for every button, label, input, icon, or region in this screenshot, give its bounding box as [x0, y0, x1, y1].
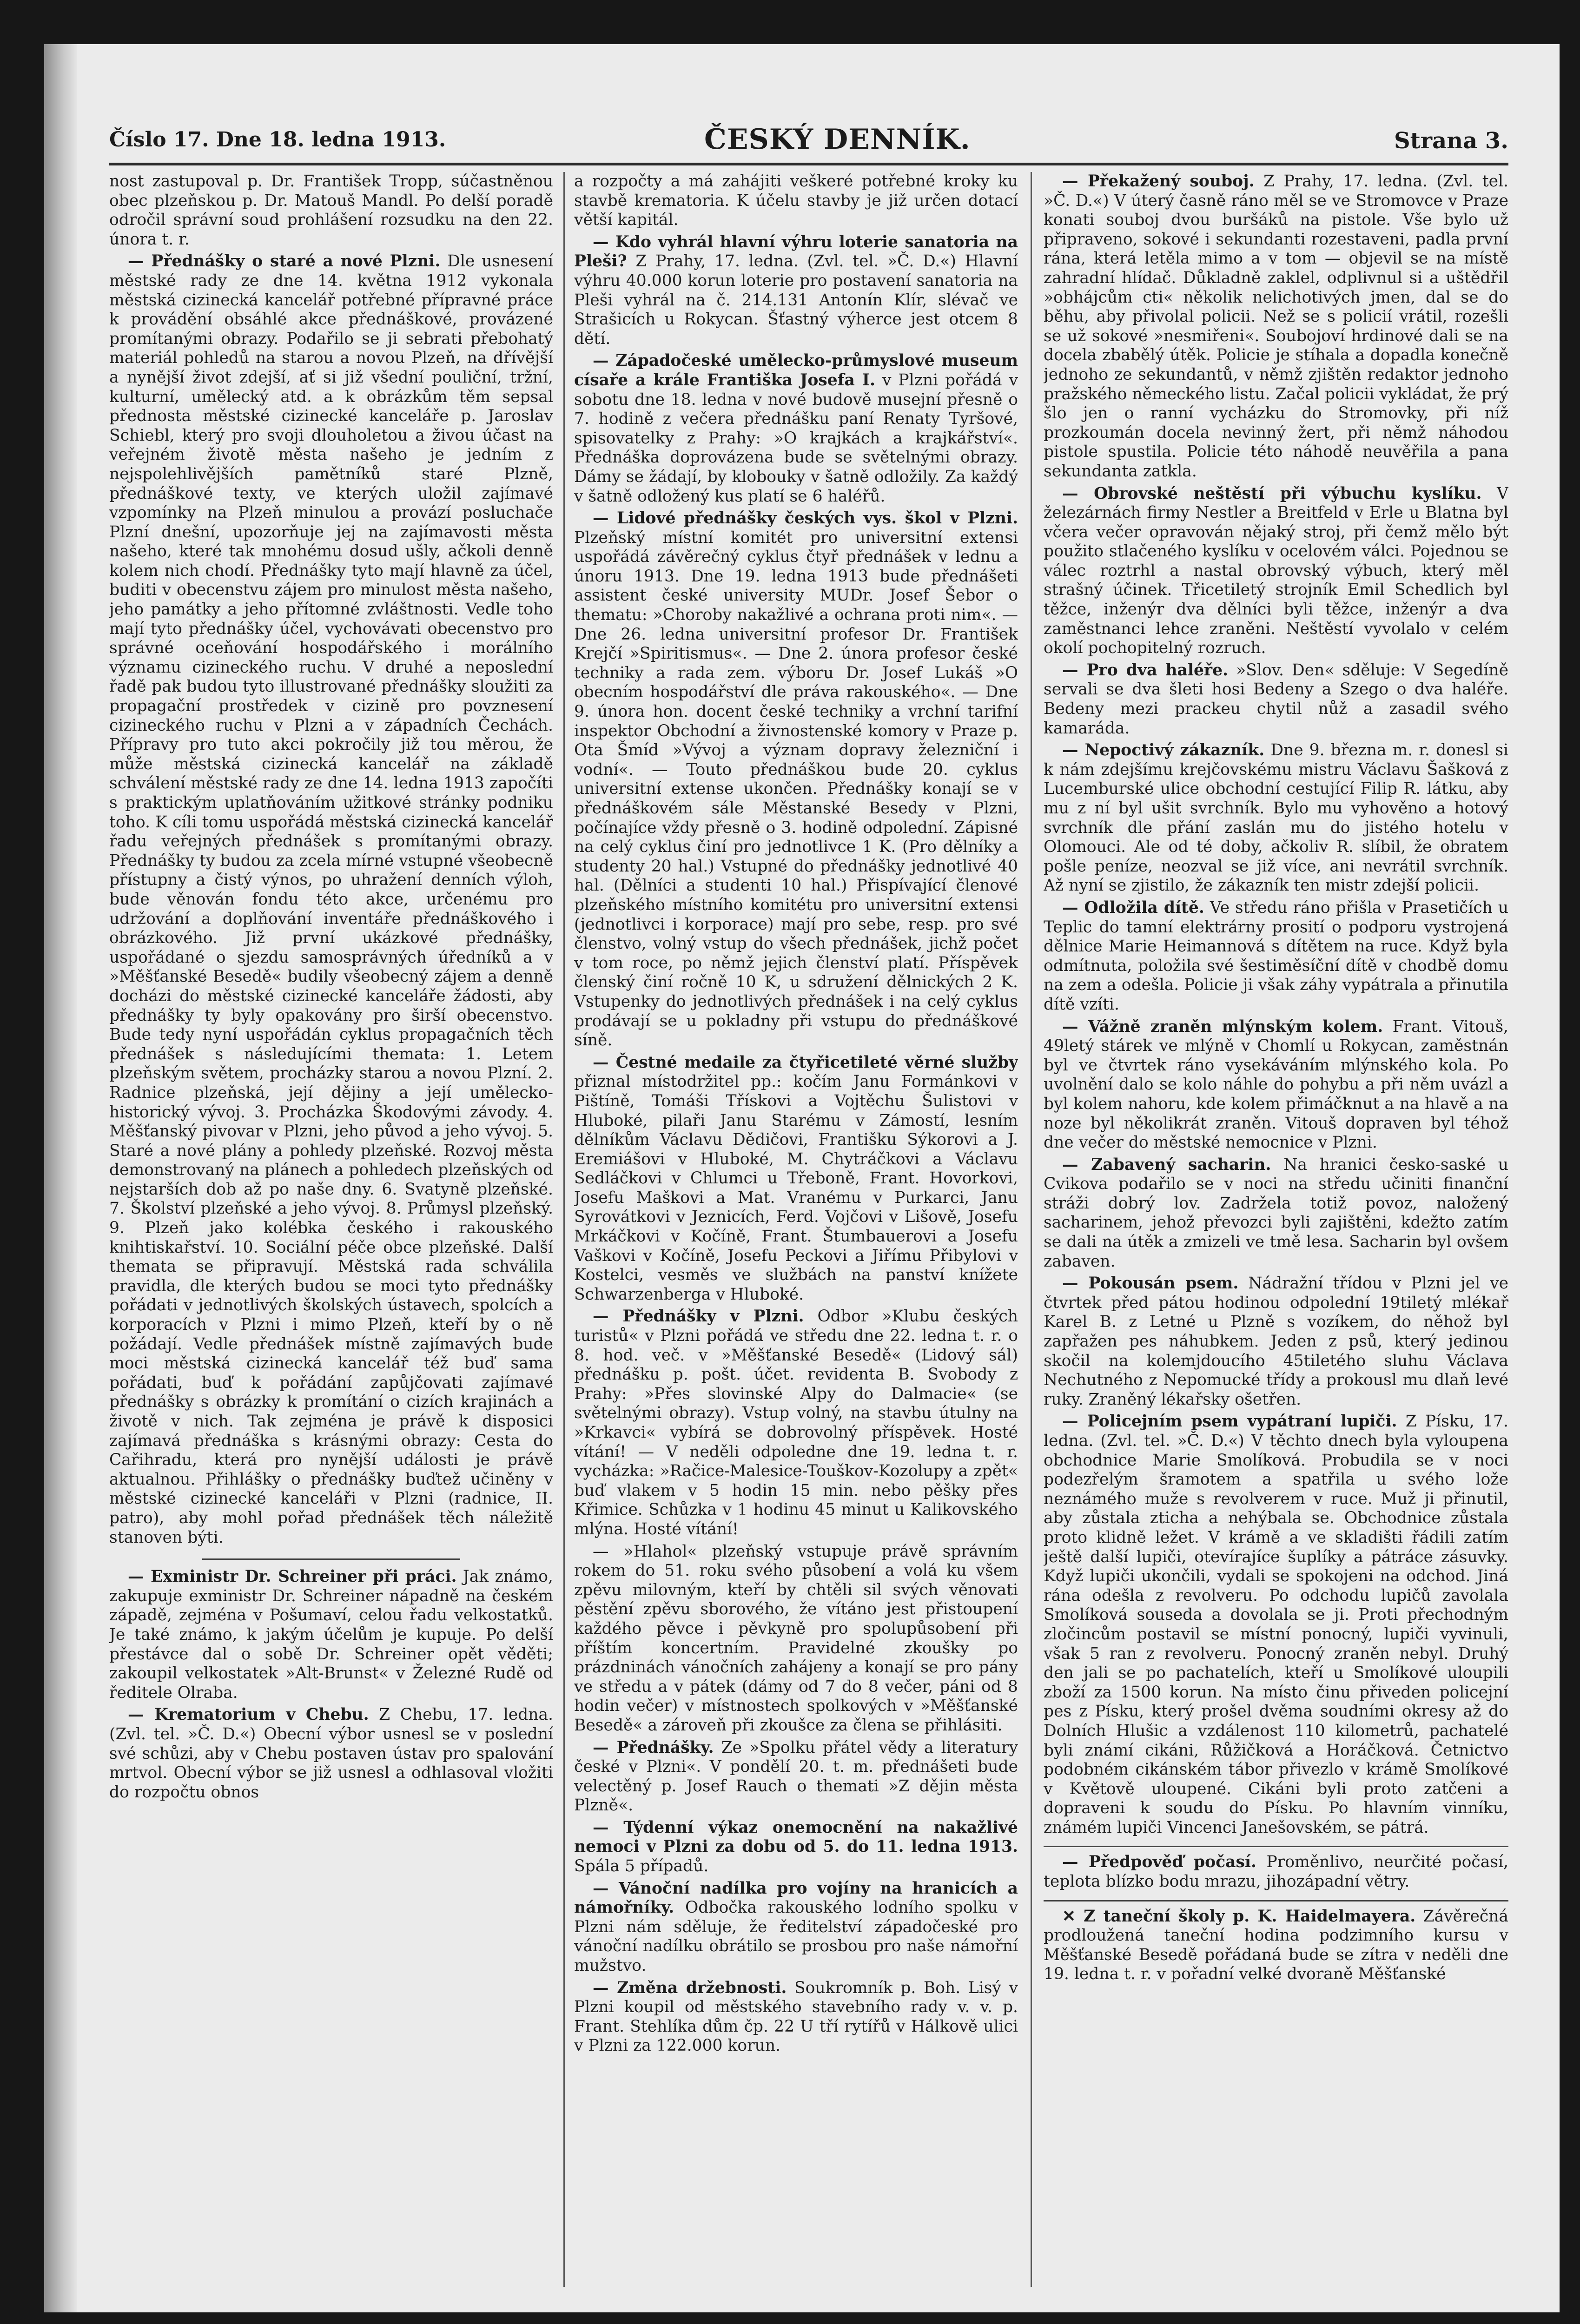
article-body: — »Hlahol« plzeňský vstupuje právě správním rokem do 51. roku svého působení a volá ku všem zpěvu milovným, kteří by chtěli sil svých věnovati pěstění zpěvu sborového, že vítáno jest přistoupení každého pěvce i pěvkyně pro spolupůsobení při příštím koncertním. Pravidelné zkoušky po prázdninách vánočních zahájeny a konají se pro pány ve středu a v pátek (dámy od 7 do 8 večer, páni od 8 hodin večer) v místnostech spolkových v »Měšťanské Besedě« a zároveň při zkoušce za člena se přihlásiti. [574, 1542, 1018, 1735]
article-heading: — Exministr Dr. Schreiner při práci. [128, 1567, 457, 1586]
article-body: Dne 9. března m. r. donesl si k nám zdejšímu krejčovskému mistru Václavu Šašková z Lucemburské ulice obchodní cestující Filip R. látku, aby mu z ní byl ušit svrchník. Bylo mu vyhověno a hotový svrchník dle přání zaslán mu do jistého hotelu v Olomouci. Ale od té doby, ačkoliv R. slíbil, že obratem pošle peníze, neozval se již více, ani nevrátil svrchník. Až nyní se zjistilo, že zákazník ten mistr zdejší policii. [1044, 741, 1508, 895]
article [1044, 1412, 1508, 1837]
article-body: Plzeňský místní komitét pro universitní extensi uspořádá závěrečný cyklus čtyř přednášek v lednu a únoru 1913. Dne 19. ledna 1913 bude přednášeti assistent české university MUDr. Josef Šebor o thematu: »Choroby nakažlivé a ochrana proti nim«. — Dne 26. ledna universitní profesor Dr. František Krejčí »Spiritismus«. — Dne 2. února profesor české techniky a rada zem. výboru Dr. Josef Lukáš »O obecním hospodářství dle práva rakouského«. — Dne 9. února hon. docent české techniky a vrchní tarifní inspektor Obchodní a živnostenské komory v Praze p. Ota Šmíd »Vývoj a význam dopravy železniční i vodní«. — Touto přednáškou bude 20. cyklus universitní extense ukončen. Přednášky konají se v přednáškovém sále Městanské Besedy v Plzni, počínajíce vždy přesně o 3. hodině odpolední. Zápisné na celý cyklus činí pro jednotlivce 1 K. (Pro dělníky a studenty 20 hal.) Vstupné do přednášky jednotlivé 40 hal. (Dělníci a studenti 10 hal.) Přispívající členové plzeňského místního komitétu pro universitní extensi (jednotlivci i korporace) mají pro sebe, resp. pro své členstvo, volný vstup do všech přednášek, jichž počet v tom roce, po němž jejich členství platí. Příspěvek členský činí ročně 10 K, u sdružení dělnických 2 K. Vstupenky do jednotlivých přednášek i na celý cyklus prodávají se u pokladny při vstupu do přednáškové síně. [574, 528, 1018, 1050]
article-continuation: nost zastupoval p. Dr. František Tropp, súčastněnou obec plzeňskou p. Dr. Matouš Mandl. Po delší poradě odročil správní soud prohlášení rozsudku na den 22. února t. r. [109, 172, 553, 249]
article [1044, 1274, 1508, 1409]
article-body: Ze »Spolku přátel vědy a literatury české v Plzni«. V pondělí 20. t. m. přednášeti bude velectěný p. Josef Rauch o themati »Z dějin města Plzně«. [574, 1738, 1018, 1815]
article-heading: — Změna držebnosti. [593, 1978, 787, 1997]
article-heading: — Odložila dítě. [1062, 898, 1204, 917]
article [574, 1818, 1018, 1876]
article-heading: — Předpověď počasí. [1062, 1853, 1257, 1872]
article [1044, 1907, 1508, 1984]
article-heading: — Vážně zraněn mlýnským kolem. [1062, 1017, 1383, 1036]
article-body: Dle usnesení městské rady ze dne 14. května 1912 vykonala městská cizinecká kancelář potřebné přípravné práce k provádění obsáhlé akce přednáškové, provázené promítanými obrazy. Podařilo se ji sebrati přebohatý materiál pohledů na starou a novou Plzeň, na dřívější a nynější život zdejší, ať si již všední pouliční, tržní, kulturní, umělecký atd. a k obrázkům těm sepsal přednosta městské cizinecké kanceláře p. Jaroslav Schiebl, který pro svoji dlouholetou a živou účast na veřejném životě města našeho je jedním z nejspolehlivějších pamětníků staré Plzně, přednáškové texty, ve kterých uložil zajímavé vzpomínky na Plzeň minulou a provází posluchače Plzní dnešní, upozorňuje jej na zajímavosti města našeho, které tak mnohému dosud ušly, ačkoli denně kolem nich chodí. Přednášky tyto mají hlavně za účel, buditi v obecenstvu zájem pro minulost města našeho, jeho památky a jeho přítomné zvláštnosti. Vedle toho mají tyto přednášky účel, vychovávati obecenstvo pro správné oceňování hospodářského i morálního významu cizineckého ruchu. V druhé a neposlední řadě pak budou tyto illustrované přednášky sloužiti za propagační prostředek v cizině pro povznesení cizineckého ruchu v Plzni a v západních Čechách. Přípravy pro tuto akci pokročily již tou měrou, že může městská cizinecká kancelář na základě schválení městské rady ze dne 14. ledna 1913 započíti s praktickým uplatňováním užitkové stránky podniku toho. K cíli tomu uspořádá městská cizinecká kancelář řadu veřejných přednášek s promítanými obrazy. Přednášky ty budou za zcela mírné vstupné všeobecně přístupny a čistý výnos, po uhražení denních výloh, bude věnován fondu této akce, určenému pro udržování a doplňování inventáře přednáškového i obrázkového. Již první ukázkové přednášky, uspořádané o sjezdu samosprávných úředníků a v »Měšťanské Besedě« budily všeobecný zájem a denně docházi do městské cizinecké kanceláře žádosti, aby přednášky ty byly opakovány pro širší obecenstvo. Bude tedy nyní uspořádán cyklus propagačních těch přednášek s následujícími themata: 1. Letem plzeňským světem, procházky starou a novou Plzní. 2. Radnice plzeňská, její dějiny a její umělecko-historický vývoj. 3. Procházka Škodovými závody. 4. Měšťanský pivovar v Plzni, jeho původ a jeho vývoj. 5. Staré a nové plány a pohledy plzeňské. Rozvoj města demonstrovaný na plánech a pohledech plzeňských od nejstarších dob až po naše dny. 6. Svatyně plzeňské. 7. Školství plzeňské a jeho vývoj. 8. Průmysl plzeňský. 9. Plzeň jako kolébka českého i rakouského knihtiskařství. 10. Sociální péče obce plzeňské. Další themata se připravují. Městská rada schválila pravidla, dle kterých budou se moci tyto přednášky pořádati v jednotlivých školských ústavech, spolcích a korporacích v Plzni i mimo Plzeň, kteří by o ně požádají. Vedle přednášek místně zajímavých bude moci městská cizinecká kancelář též buď sama pořádati, buď k pořádání zapůjčovati zajímavé přednášky s obrázky k promítání o cizích krajinách a životě v nich. Tak zejména je právě k disposici zajímavá přednáška s krásnými obrazy: Cesta do Cařihradu, která pro nynější události je právě aktualnou. Přihlášky o přednášky buďtež učiněny v městské cizinecké kanceláři v Plzni (radnice, II. patro), aby mohl pořad přednášek těch náležitě stanoven býti. [109, 252, 553, 1547]
article [574, 509, 1018, 1050]
article [109, 1567, 553, 1703]
article [574, 1879, 1018, 1976]
article-heading: — Čestné medaile za čtyřicetileté věrné služby [593, 1053, 1018, 1072]
article-body: Frant. Vitouš, 49letý stárek ve mlýně v Chomlí u Rokycan, zaměstnán byl ve čtvrtek ráno vysekáváním mlýnského kola. Po uvolnění dalo se kolo náhle do pohybu a při něm uvázl a byl kolem nahoru, kde kolem přimáčknut a na hlavě a na noze byl několikrát zraněn. Vitouš dopraven byl téhož dne večer do městské nemocnice v Plzni. [1044, 1017, 1508, 1152]
article-heading: — Nepoctivý zákazník. [1062, 741, 1265, 760]
article-heading: — Zabavený sacharin. [1062, 1155, 1271, 1174]
article-body: Odbor »Klubu českých turistů« v Plzni pořádá ve středu dne 22. ledna t. r. o 8. hod. več. v »Měšťanské Besedě« (Lidový sál) přednášku p. pošt. účet. revidenta B. Svobody z Prahy: »Přes slovinské Alpy do Dalmacie« (se světelnými obrazy). Vstup volný, na stavbu útulny na »Krkavci« vybírá se dobrovolný příspěvek. Hosté vítání! — V neděli odpoledne dne 19. ledna t. r. vycházka: »Račice-Malesice-Touškov-Kozolupy a zpět« buď vlakem v 5 hodin 15 min. nebo pěšky přes Křimice. Schůzka v 1 hodinu 45 minut u Kalikovského mlýna. Hosté vítání! [574, 1307, 1018, 1538]
article [574, 1307, 1018, 1539]
separator [1044, 1900, 1508, 1901]
column-divider [1031, 172, 1032, 2287]
article [574, 1738, 1018, 1816]
article-body: Jak známo, zakupuje exministr Dr. Schreiner nápadně na českém západě, zejména v Pošumaví, celou řadu velkostatků. Je také známo, k jakým účelům je kupuje. Po delší přestávce dal o sobě Dr. Schreiner opět věděti; zakoupil velkostatek »Alt-Brunst« v Železné Rudě od ředitele Olraba. [109, 1567, 553, 1702]
article [574, 1979, 1018, 2056]
article-heading: — Krematorium v Chebu. [128, 1705, 369, 1724]
newspaper-page [44, 44, 1560, 2312]
article-body: Z Prahy, 17. ledna. (Zvl. tel. »Č. D.«) Hlavní výhru 40.000 korun loterie pro postavení sanatoria na Pleši vyhrál na č. 214.131 Antonín Klír, slévač ve Strašicích u Rokycan. Šťastný výherce jest otcem 8 dětí. [574, 252, 1018, 348]
separator [202, 1558, 460, 1560]
article-body: Z Chebu, 17. ledna. (Zvl. tel. »Č. D.«) Obecní výbor usnesl se v poslední své schůzi, aby v Chebu postaven ústav pro spalování mrtvol. Obecní výbor se již usnesl a odhlasoval vložiti do rozpočtu obnos [109, 1705, 553, 1802]
article [1044, 1853, 1508, 1891]
article-heading: — Překažený souboj. [1062, 172, 1255, 191]
page-header [109, 119, 1508, 156]
article [1044, 1155, 1508, 1272]
article-heading: — Kdo vyhrál hlavní výhru loterie sanatoria na Pleši? [574, 232, 1018, 271]
issue-date: Číslo 17. Dne 18. ledna 1913. [109, 128, 446, 152]
article-body: »Slov. Den« sděluje: V Segedíně servali se dva šleti hosi Bedeny a Szego o dva haléře. Bedeny mezi prackeu chytil nůž a zasadil svého kamaráda. [1044, 660, 1508, 738]
column-3 [1044, 172, 1508, 2291]
column-2 [574, 172, 1018, 2291]
article-body: Závěrečná prodloužená taneční hodina podzimního kursu v Měšťanské Besedě pořádaná bude se zítra v neděli dne 19. ledna t. r. v pořadní velké dvoraně Měšťanské [1044, 1907, 1508, 1984]
article-body: Na hranici česko-saské u Cvikova podařilo se v noci na středu učiniti finanční stráži dobrý lov. Zadržela totiž povoz, naložený sacharinem, jehož převozci byli zajištěni, kdežto zatím se dali na útěk a zmizeli ve tmě lesa. Sacharin byl ovšem zabaven. [1044, 1155, 1508, 1271]
article [574, 1053, 1018, 1305]
column-divider [563, 172, 565, 2287]
header-rule [109, 163, 1508, 165]
binding-shadow [44, 44, 77, 2312]
article [109, 252, 553, 1547]
article [1044, 484, 1508, 658]
article-body: Z Písku, 17. ledna. (Zvl. tel. »Č. D.«) V těchto dnech byla vyloupena obchodnice Marie Smolíková. Probudila se v noci podezřelým šramotem a spatřila u svého lože neznámého muže s revolverem v ruce. Muž ji přinutil, aby zůstala zticha a nehýbala se. Obchodnice zůstala proto klidně ležet. V krámě a ve skladišti řádili zatím ještě další lupiči, otevírajíce šuplíky a pátráce zásuvky. Když lupiči ukončili, vydali se spokojeni na odchod. Jiná rána odešla z revolveru. Po odchodu lupičů zavolala Smolíková souseda a dovolala se ji. Proti přechodným zločincům postavil se místní ponocný, lupiči vyvinuli, však 5 ran z revolveru. Ponocný zraněn nebyl. Druhý den jali se po pachatelích, kteří u Smolíkové uloupili zboží za 1500 korun. Na místo činu přiveden policejní pes z Písku, který prošel dvěma soudními okresy až do Dolních Hlušic a vzdálenost 110 kilometrů, pachatelé byli známí cikáni, Růžičková a Horáčková. Četnictvo podobném cikánském tábor přivezlo v krámě Smolíkové v Květově uloupené. Cikáni byli proto zatčeni a dopraveni k soudu do Písku. Po hlavním vinníku, známém lupiči Vincenci Janešovském, se pátrá. [1044, 1412, 1508, 1837]
article [574, 351, 1018, 506]
article [109, 1705, 553, 1802]
article-heading: — Policejním psem vypátraní lupiči. [1062, 1412, 1397, 1431]
article-heading: — Lidové přednášky českých vys. škol v Plzni. [593, 509, 1018, 528]
article [574, 1542, 1018, 1736]
article [1044, 1017, 1508, 1153]
article-body: Proměnlivo, neurčité počasí, teplota blízko bodu mrazu, jihozápadní větry. [1044, 1853, 1508, 1891]
article [1044, 741, 1508, 896]
article [574, 233, 1018, 349]
newspaper-title: ČESKÝ DENNÍK. [704, 123, 971, 156]
article-heading: — Přednášky v Plzni. [593, 1307, 804, 1326]
article-heading: — Obrovské neštěstí při výbuchu kyslíku. [1062, 484, 1482, 503]
article-body: V železárnách firmy Nestler a Breitfeld v Erle u Blatna byl včera večer opravován nějaký stroj, při čemž mělo být použito stlačeného kyslíku v ocelovém válci. Pojednou se válec roztrhl a nastal obrovský výbuch, který měl strašný účinek. Třicetiletý strojník Emil Schedlich byl těžce, inženýr dva dělníci byli těžce, inženýr a dva zaměstnanci lehce zraněni. Neštěstí vyvolalo v celém okolí pochopitelný rozruch. [1044, 484, 1508, 658]
article-heading: — Pokousán psem. [1062, 1274, 1239, 1293]
column-1 [109, 172, 553, 2291]
article-body: Spála 5 případů. [574, 1857, 709, 1876]
article-body: Z Prahy, 17. ledna. (Zvl. tel. »Č. D.«) V úterý časně ráno měl se ve Stromovce v Praze konati souboj dvou buršáků na pistole. Vše bylo už připraveno, sokové i sekundanti rozestaveni, padla první rána, která letěla mimo a v tom — objevil se na místě zahradní hlídač. Důkladně zaklel, odplivnul si a uštědřil »obhájcům cti« několik nelichotivých jmen, dal se do běhu, aby přivolal policii. Než se s policií vrátil, rozešli se už sokové »nesmiřeni«. Soubojoví hrdinové dali se na docela zbabělý útěk. Policie je stíhala a dopadla konečně jednoho ze sekundantů, v němž zjištěn redaktor jednoho pražského německého listu. Začal policii vykládat, že prý šlo jen o ranní vycházku do Stromovky, při níž prozkoumán docela nevinný žert, při němž náhodou pistole spustila. Policie této náhodě neuvěřila a pana sekundanta zatkla. [1044, 172, 1508, 481]
page-number: Strana 3. [1394, 128, 1508, 154]
article-heading: — Pro dva haléře. [1062, 660, 1229, 680]
article-body: Odbočka rakouského lodního spolku v Plzni nám sděluje, že ředitelství západočeské pro vánoční nadílku obrátilo se prosbou pro naše námořní mužstvo. [574, 1898, 1018, 1975]
article-body: Soukromník p. Boh. Lisý v Plzni koupil od městského stavebního rady v. v. p. Frant. Stehlíka dům čp. 22 U tří rytířů v Hálkově ulici v Plzni za 122.000 korun. [574, 1978, 1018, 2055]
separator [1044, 1846, 1508, 1847]
article-body: Ve středu ráno přišla v Prasetičích u Teplic do tamní elektrárny prosití o podporu vystrojená dělnice Marie Heimannová s dítětem na ruce. Když byla odmítnuta, položila své šestiměsíční dítě v chodbě domu na zem a odešla. Policie ji však záhy vypátrala a přinutila dítě vzíti. [1044, 898, 1508, 1014]
article-continuation: a rozpočty a má zahájiti veškeré potřebné kroky ku stavbě krematoria. K účelu stavby je již určen dotací větší kapitál. [574, 172, 1018, 230]
article-body: Nádražní třídou v Plzni jel ve čtvrtek před pátou hodinou odpolední 19tiletý mlékař Karel B. z Letné u Plzně s vozíkem, do něhož byl zapřažen pes náhubkem. Jeden z psů, který jedinou skočil na kolemjdoucího 45tiletého sluhu Václava Nechutného z Nepomucké třídy a prokousl mu dlaň levé ruky. Zraněný lékařsky ošetřen. [1044, 1274, 1508, 1409]
article [1044, 172, 1508, 482]
article-body: přiznal místodržitel pp.: kočím Janu Formánkovi v Pištíně, Tomáši Třískovi a Vojtěchu Šulistovi v Hluboké, pilaři Janu Starému v Zámostí, lesním dělníkům Václavu Dědičovi, Františku Sýkorovi a J. Eremiášovi v Hluboké, M. Chytráčkovi a Václavu Sedláčkovi v Chlumci u Třeboně, Frant. Hovorkovi, Josefu Maškovi a Mat. Vranému v Purkarci, Janu Syrovátkovi v Jeznicích, Ferd. Vojčovi v Lišově, Josefu Mrkáčkovi v Kočíně, Frant. Štumbauerovi a Josefu Vaškovi v Kočíně, Josefu Peckovi a Jiřímu Přibylovi v Kostelci, vesměs ve službách na panství knížete Schwarzenberga v Hluboké. [574, 1072, 1018, 1304]
article-heading: — Vánoční nadílka pro vojíny na hranicích a námořníky. [574, 1879, 1018, 1917]
article-body: v Plzni pořádá v sobotu dne 18. ledna v nové budově musejní přesně o 7. hodině z večera přednášku paní Renaty Tyršové, spisovatelky z Prahy: »O krajkách a krajkářství«. Přednáška doprovázena bude se světelnými obrazy. Dámy se žádají, by klobouky v šatně odložily. Za každý v šatně odložený kus platí se 6 haléřů. [574, 370, 1018, 506]
article-heading: ✕ Z taneční školy p. K. Haidelmayera. [1062, 1907, 1416, 1926]
article [1044, 661, 1508, 738]
article-heading: — Týdenní výkaz onemocnění na nakažlivé nemoci v Plzni za dobu od 5. do 11. ledna 1913. [574, 1818, 1018, 1856]
article-heading: — Přednášky. [593, 1738, 714, 1757]
article-heading: — Západočeské umělecko-průmyslové museum císaře a krále Františka Josefa I. [574, 351, 1018, 390]
article-heading: — Přednášky o staré a nové Plzni. [128, 252, 441, 271]
article [1044, 898, 1508, 1015]
